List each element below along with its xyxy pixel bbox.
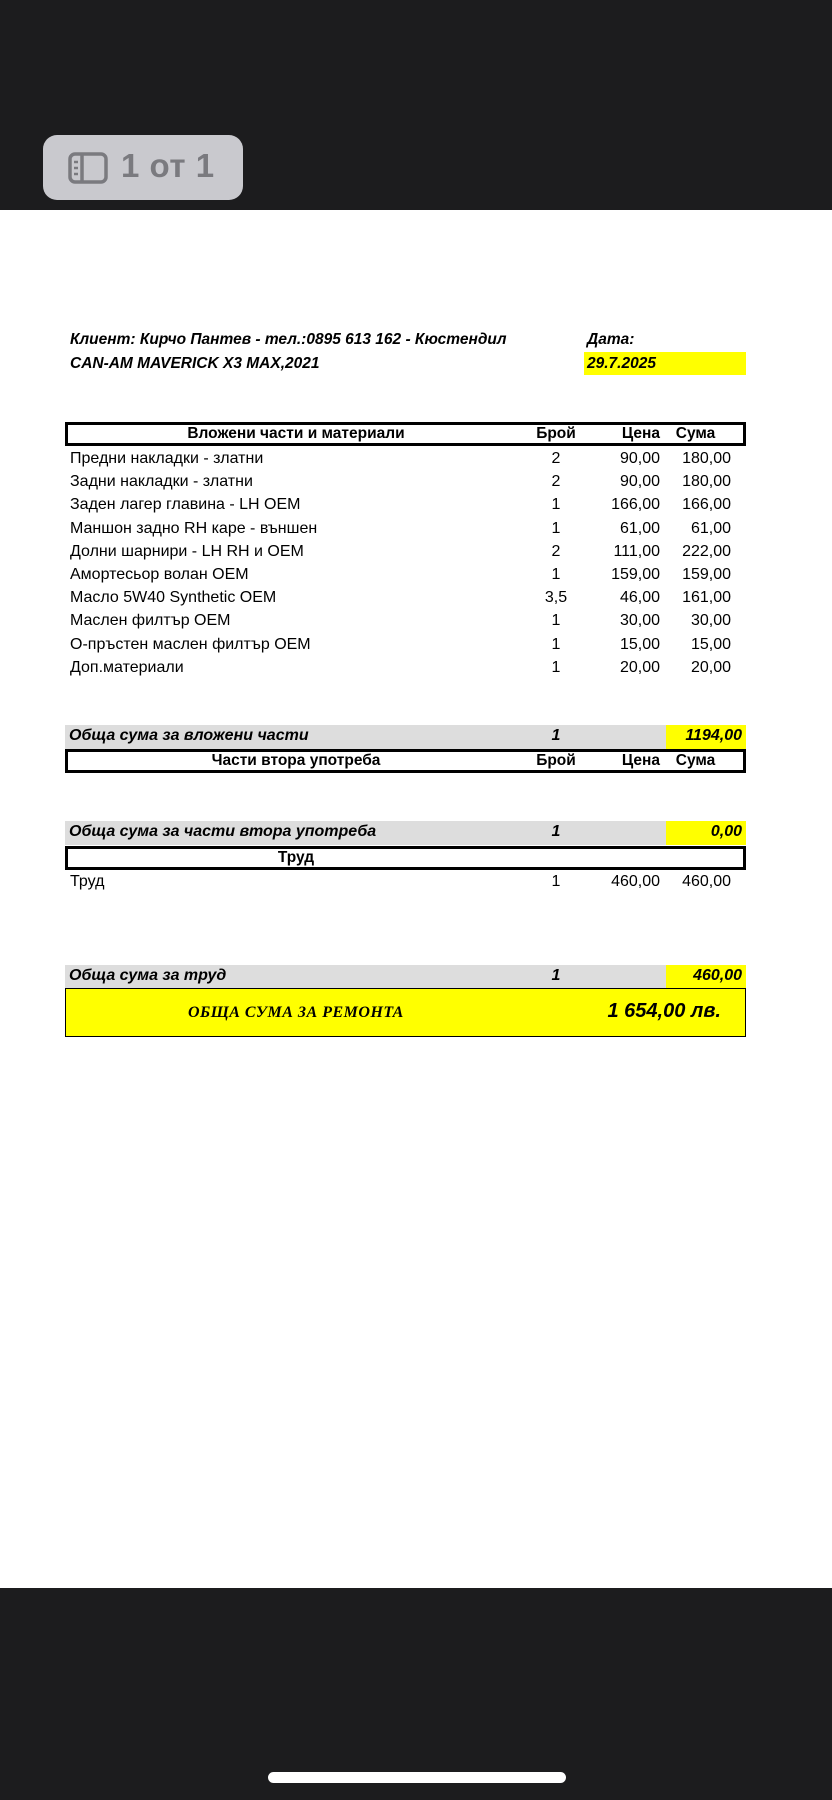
row-name: Амортесьор волан OEM — [70, 566, 249, 583]
row-price: 61,00 — [619, 519, 660, 537]
parts-total-row — [65, 725, 746, 749]
grand-total-row — [65, 988, 746, 1037]
labor-total-label: Обща сума за труд — [69, 967, 227, 984]
row-qty: 2 — [551, 473, 561, 491]
row-price: 20,00 — [619, 658, 660, 676]
row-sum: 180,00 — [682, 473, 731, 491]
used-parts-total-row — [65, 821, 746, 845]
row-sum: 460,00 — [682, 873, 731, 890]
row-name: Доп.материали — [70, 658, 184, 676]
used-parts-header-name: Части втора употреба — [211, 752, 381, 769]
date-value: 29.7.2025 — [587, 355, 656, 372]
row-sum: 61,00 — [690, 519, 731, 537]
row-price: 111,00 — [613, 542, 660, 560]
row-qty: 2 — [551, 542, 561, 560]
row-qty: 1 — [551, 519, 561, 537]
used-parts-total-qty: 1 — [551, 823, 561, 840]
row-sum: 159,00 — [682, 566, 731, 583]
viewer-bottom-bar — [0, 1588, 832, 1800]
row-name: Масло 5W40 Synthetic OEM — [70, 589, 277, 607]
labor-total-qty: 1 — [551, 967, 561, 984]
page-indicator[interactable] — [43, 135, 243, 200]
row-sum: 20,00 — [690, 658, 731, 676]
document-page — [0, 210, 832, 1588]
parts-total-value: 1194,00 — [685, 727, 742, 744]
used-parts-header-price: Цена — [621, 752, 660, 769]
row-name: Заден лагер главина - LH OEM — [70, 496, 301, 514]
row-name: Маншон задно RH каре - външен — [70, 519, 318, 537]
home-indicator[interactable] — [268, 1772, 566, 1783]
row-price: 166,00 — [611, 496, 660, 514]
row-price: 460,00 — [611, 873, 660, 890]
parts-header-price: Цена — [621, 425, 660, 442]
row-qty: 3,5 — [544, 589, 568, 607]
row-sum: 161,00 — [682, 589, 731, 607]
row-sum: 180,00 — [682, 450, 731, 467]
row-qty: 1 — [551, 496, 561, 514]
parts-header-name: Вложени части и материали — [187, 425, 405, 442]
grand-total-value: 1 654,00 лв. — [607, 1000, 721, 1022]
row-price: 46,00 — [619, 589, 660, 607]
row-name: Задни накладки - златни — [70, 473, 253, 491]
labor-total-value: 460,00 — [693, 967, 742, 984]
used-parts-total-value: 0,00 — [710, 823, 742, 840]
parts-header-sum: Сума — [675, 425, 716, 442]
row-name: Предни накладки - златни — [70, 450, 264, 467]
labor-total-row — [65, 965, 746, 989]
row-name: Долни шарнири - LH RH и OEM — [70, 542, 304, 560]
grand-total-label: ОБЩА СУМА ЗА РЕМОНТА — [188, 1004, 404, 1021]
client-line: Клиент: Кирчо Пантев - тел.:0895 613 162 - Кюстендил — [70, 331, 507, 348]
row-qty: 1 — [551, 566, 561, 583]
row-name: О-пръстен маслен филтър OEM — [70, 635, 311, 653]
row-name: Маслен филтър OEM — [70, 612, 231, 630]
row-sum: 30,00 — [690, 612, 731, 630]
row-price: 90,00 — [619, 450, 660, 467]
date-label: Дата: — [587, 331, 635, 348]
row-sum: 166,00 — [682, 496, 731, 514]
row-price: 15,00 — [619, 635, 660, 653]
vehicle-line: CAN-AM MAVERICK X3 MAX,2021 — [70, 355, 320, 372]
used-parts-header-sum: Сума — [675, 752, 716, 769]
row-price: 159,00 — [611, 566, 660, 583]
row-sum: 222,00 — [682, 542, 731, 560]
row-qty: 1 — [551, 612, 561, 630]
parts-total-qty: 1 — [551, 727, 561, 744]
page-indicator-text: 1 от 1 — [121, 147, 215, 184]
row-qty: 2 — [551, 450, 561, 467]
parts-header-qty: Брой — [536, 425, 576, 442]
used-parts-header-qty: Брой — [536, 752, 576, 769]
row-sum: 15,00 — [690, 635, 731, 653]
row-qty: 1 — [551, 658, 561, 676]
row-name: Труд — [70, 873, 105, 890]
row-price: 30,00 — [619, 612, 660, 630]
used-parts-total-label: Обща сума за части втора употреба — [69, 823, 377, 840]
viewer-top-bar — [0, 0, 832, 210]
row-qty: 1 — [551, 635, 561, 653]
parts-total-label: Обща сума за вложени части — [69, 727, 309, 744]
row-price: 90,00 — [619, 473, 660, 491]
row-qty: 1 — [551, 873, 561, 890]
labor-header-name: Труд — [277, 849, 315, 866]
sidebar-icon — [68, 152, 108, 184]
